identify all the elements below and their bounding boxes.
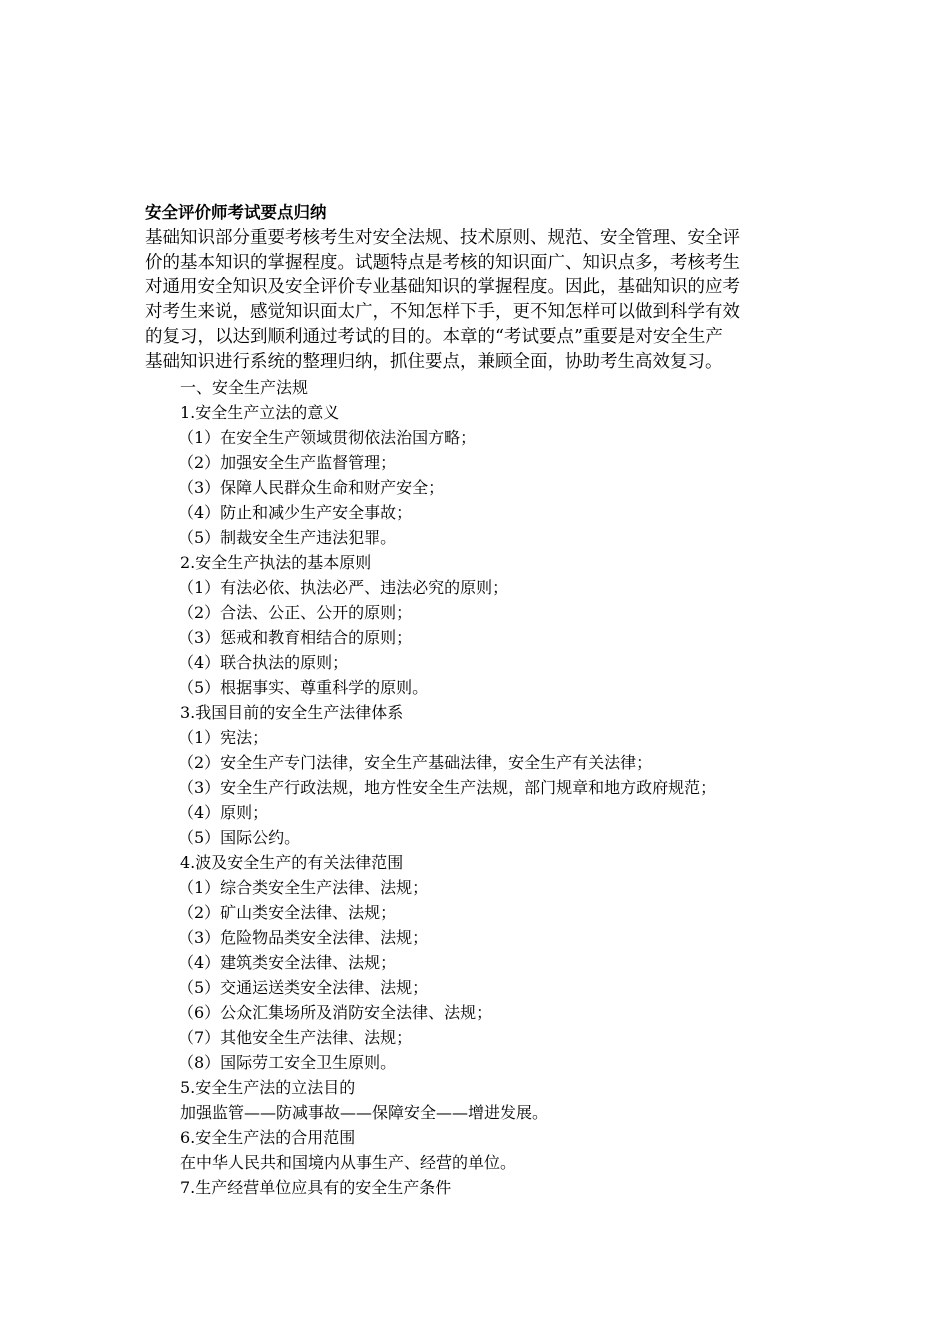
intro-line: 对考生来说，感觉知识面太广，不知怎样下手，更不知怎样可以做到科学有效: [145, 302, 740, 323]
list-item: （2）矿山类安全法律、法规；: [178, 902, 397, 922]
intro-line: 的复习，以达到顺利通过考试的目的。本章的“考试要点”重要是对安全生产: [145, 326, 723, 347]
list-item: （5）国际公约。: [178, 827, 301, 847]
list-item: （2）安全生产专门法律，安全生产基础法律，安全生产有关法律；: [178, 752, 653, 772]
document-body: [145, 201, 825, 1200]
list-item: （3）惩戒和教育相结合的原则；: [178, 627, 413, 647]
list-item: （5）根据事实、尊重科学的原则。: [178, 677, 429, 697]
list-item: （4）建筑类安全法律、法规；: [178, 952, 397, 972]
intro-line: 基础知识进行系统的整理归纳，抓住要点，兼顾全面，协助考生高效复习。: [145, 351, 723, 372]
intro-line: 价的基本知识的掌握程度。试题特点是考核的知识面广、知识点多，考核考生: [145, 252, 740, 273]
list-item: （4）防止和减少生产安全事故；: [178, 502, 413, 522]
subsection-text: 加强监管——防减事故——保障安全——增进发展。: [180, 1102, 549, 1122]
subsection-heading: 3.我国目前的安全生产法律体系: [180, 702, 404, 722]
subsection-heading: 6.安全生产法的合用范围: [180, 1127, 356, 1147]
subsection-heading: 5.安全生产法的立法目的: [180, 1077, 356, 1097]
list-item: （7）其他安全生产法律、法规；: [178, 1027, 413, 1047]
document-title: 安全评价师考试要点归纳: [145, 203, 327, 222]
list-item: （6）公众汇集场所及消防安全法律、法规；: [178, 1002, 493, 1022]
intro-paragraph: [145, 226, 825, 375]
list-item: （4）原则；: [178, 802, 269, 822]
list-item: （3）危险物品类安全法律、法规；: [178, 927, 429, 947]
list-item: （1）综合类安全生产法律、法规；: [178, 877, 429, 897]
list-item: （4）联合执法的原则；: [178, 652, 349, 672]
intro-line: 对通用安全知识及安全评价专业基础知识的掌握程度。因此，基础知识的应考: [145, 277, 740, 298]
list-item: （1）宪法；: [178, 727, 269, 747]
list-item: （3）安全生产行政法规，地方性安全生产法规，部门规章和地方政府规范；: [178, 777, 717, 797]
subsection-heading: 1.安全生产立法的意义: [180, 402, 340, 422]
list-item: （5）制裁安全生产违法犯罪。: [178, 527, 397, 547]
list-item: （2）合法、公正、公开的原则；: [178, 602, 413, 622]
list-item: （2）加强安全生产监督管理；: [178, 452, 397, 472]
outline: [145, 375, 825, 1200]
list-item: （3）保障人民群众生命和财产安全；: [178, 477, 445, 497]
subsection-heading: 2.安全生产执法的基本原则: [180, 552, 372, 572]
list-item: （1）有法必依、执法必严、违法必究的原则；: [178, 577, 509, 597]
list-item: （8）国际劳工安全卫生原则。: [178, 1052, 397, 1072]
intro-line: 基础知识部分重要考核考生对安全法规、技术原则、规范、安全管理、安全评: [145, 227, 740, 248]
subsection-heading: 7.生产经营单位应具有的安全生产条件: [180, 1177, 452, 1197]
list-item: （1）在安全生产领域贯彻依法治国方略；: [178, 427, 477, 447]
subsection-heading: 4.波及安全生产的有关法律范围: [180, 852, 404, 872]
section-heading: 一、安全生产法规: [180, 377, 309, 397]
list-item: （5）交通运送类安全法律、法规；: [178, 977, 429, 997]
subsection-text: 在中华人民共和国境内从事生产、经营的单位。: [180, 1152, 517, 1172]
